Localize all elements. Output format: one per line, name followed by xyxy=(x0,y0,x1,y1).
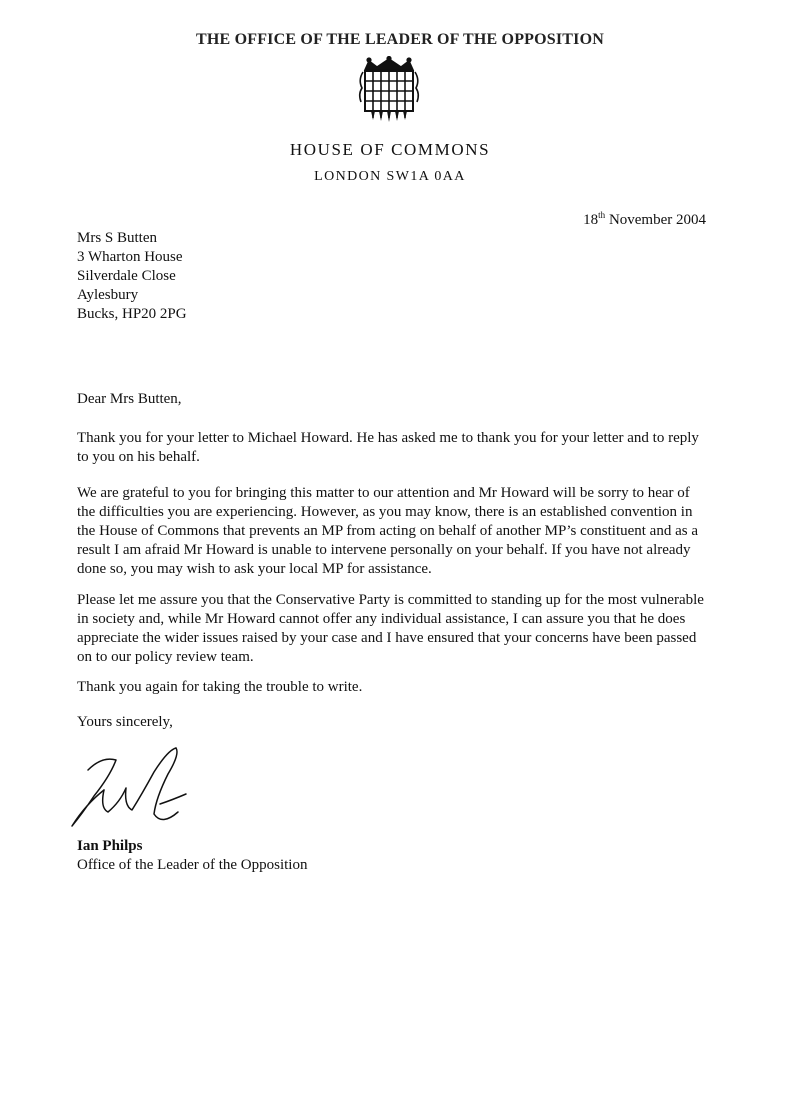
address-line: Silverdale Close xyxy=(77,268,176,284)
body-paragraph: Thank you again for taking the trouble to write. xyxy=(77,679,363,695)
address-line: Mrs S Butten xyxy=(77,230,158,246)
closing: Yours sincerely, xyxy=(77,714,173,730)
date-day: 18 xyxy=(583,212,599,228)
date-suffix: th xyxy=(598,210,606,220)
signatory-title: Office of the Leader of the Opposition xyxy=(77,857,308,873)
office-title: THE OFFICE OF THE LEADER OF THE OPPOSITION xyxy=(195,31,605,48)
date-month-year: November 2004 xyxy=(608,212,706,228)
body-paragraph: Thank you for your letter to Michael Howard. He has asked me to thank you for your letter and to reply to you on his behalf. xyxy=(77,430,699,465)
address-line: Aylesbury xyxy=(77,287,139,303)
address-line: Bucks, HP20 2PG xyxy=(77,306,187,322)
signatory-name: Ian Philps xyxy=(77,838,143,854)
london-address: LONDON SW1A 0AA xyxy=(314,169,466,184)
body-paragraph: We are grateful to you for bringing this matter to our attention and Mr Howard will be sorry to hear of the difficulties you are experiencing. However, as you may know, there is an established convention in the House of Commons that prevents an MP from acting on behalf of another MP’s constituent and as a result I am afraid Mr Howard is unable to intervene personally on your behalf. If you have not already done so, you may wish to ask your local MP for assistance. xyxy=(77,485,698,577)
body-paragraph: Please let me assure you that the Conservative Party is committed to standing up for the most vulnerable in society and, while Mr Howard cannot offer any individual assistance, I can assure you that he does appreciate the wider issues raised by your case and I have ensured that your concerns have been passed on to our policy review team. xyxy=(77,592,704,665)
salutation: Dear Mrs Butten, xyxy=(77,391,182,407)
letter-date xyxy=(583,212,706,229)
house-of-commons-heading: HOUSE OF COMMONS xyxy=(289,140,491,159)
portcullis-icon xyxy=(355,56,423,124)
recipient-address xyxy=(77,229,187,324)
handwritten-signature xyxy=(64,742,214,834)
address-line: 3 Wharton House xyxy=(77,249,183,265)
